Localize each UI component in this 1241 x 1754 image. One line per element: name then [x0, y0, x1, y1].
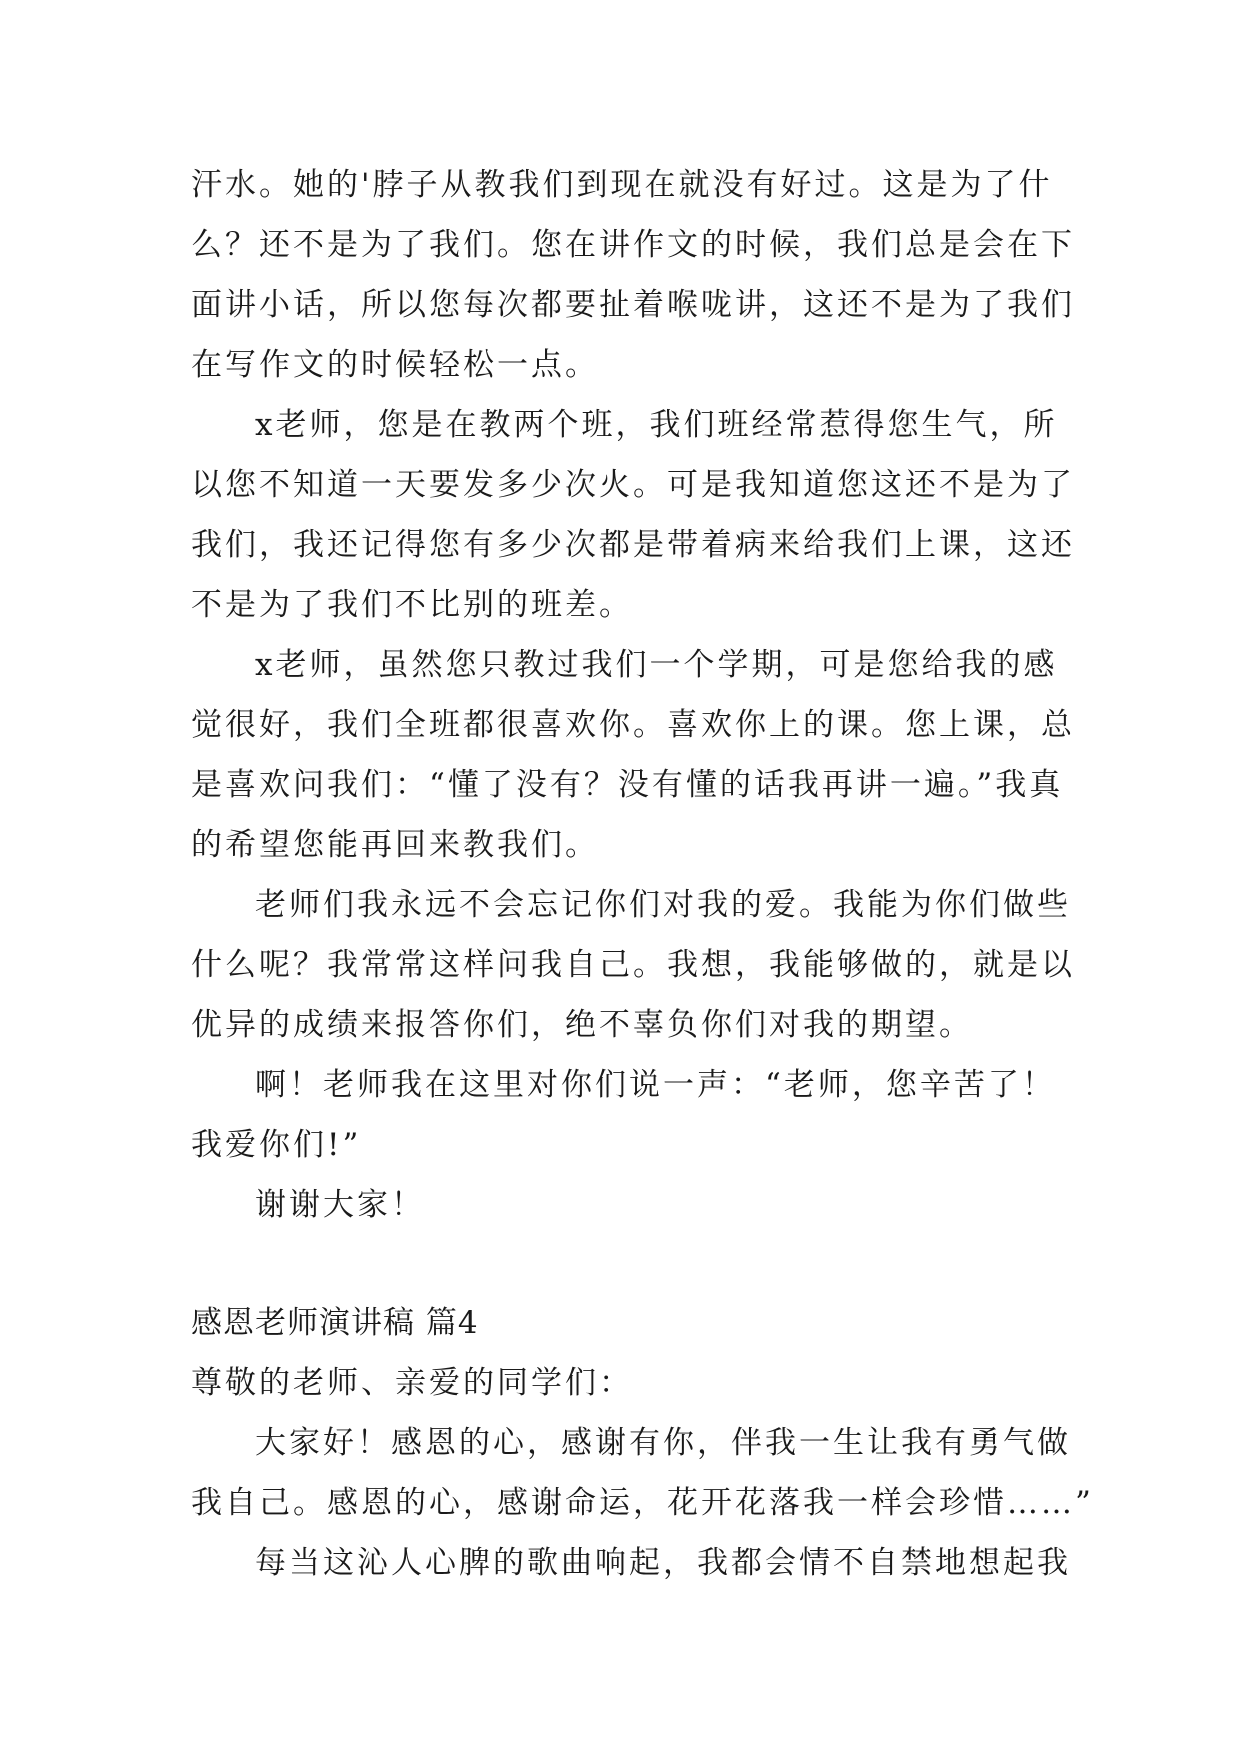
- paragraph-first-line: 啊！老师我在这里对你们说一声：“老师，您辛苦了！: [255, 1067, 1056, 1103]
- text-line: 么？还不是为了我们。您在讲作文的时候，我们总是会在下: [191, 227, 1075, 263]
- paragraph-first-line: 大家好！感恩的心，感谢有你，伴我一生让我有勇气做: [255, 1425, 1071, 1461]
- paragraph-first-line: 每当这沁人心脾的歌曲响起，我都会情不自禁地想起我: [255, 1545, 1071, 1581]
- text-line: 是喜欢问我们：“懂了没有？没有懂的话我再讲一遍。”我真: [191, 767, 1064, 803]
- text-line: 优异的成绩来报答你们，绝不辜负你们对我的期望。: [191, 1007, 973, 1043]
- text-line: 我们，我还记得您有多少次都是带着病来给我们上课，这还: [191, 527, 1075, 563]
- text-line: 面讲小话，所以您每次都要扯着喉咙讲，这还不是为了我们: [191, 287, 1075, 323]
- text-line: 汗水。她的'脖子从教我们到现在就没有好过。这是为了什: [191, 167, 1053, 203]
- section-title: 感恩老师演讲稿 篇4: [191, 1305, 479, 1341]
- paragraph-first-line: x老师，虽然您只教过我们一个学期，可是您给我的感: [255, 647, 1058, 683]
- text-line: 我自己。感恩的心，感谢命运，花开花落我一样会珍惜……”: [191, 1485, 1094, 1521]
- text-line: 在写作文的时候轻松一点。: [191, 347, 599, 383]
- text-line: 以您不知道一天要发多少次火。可是我知道您这还不是为了: [191, 467, 1075, 503]
- text-line: 的希望您能再回来教我们。: [191, 827, 599, 863]
- closing-line: 谢谢大家！: [255, 1187, 425, 1223]
- paragraph-first-line: 老师们我永远不会忘记你们对我的爱。我能为你们做些: [255, 887, 1071, 923]
- text-line: 什么呢？我常常这样问我自己。我想，我能够做的，就是以: [191, 947, 1075, 983]
- text-line: 觉很好，我们全班都很喜欢你。喜欢你上的课。您上课，总: [191, 707, 1075, 743]
- section-gap: [191, 1235, 1051, 1293]
- paragraph-first-line: x老师，您是在教两个班，我们班经常惹得您生气，所: [255, 407, 1058, 443]
- document-page: [191, 155, 1094, 1593]
- text-line: 我爱你们!”: [191, 1127, 362, 1163]
- salutation: 尊敬的老师、亲爱的同学们：: [191, 1365, 633, 1401]
- text-line: 不是为了我们不比别的班差。: [191, 587, 633, 623]
